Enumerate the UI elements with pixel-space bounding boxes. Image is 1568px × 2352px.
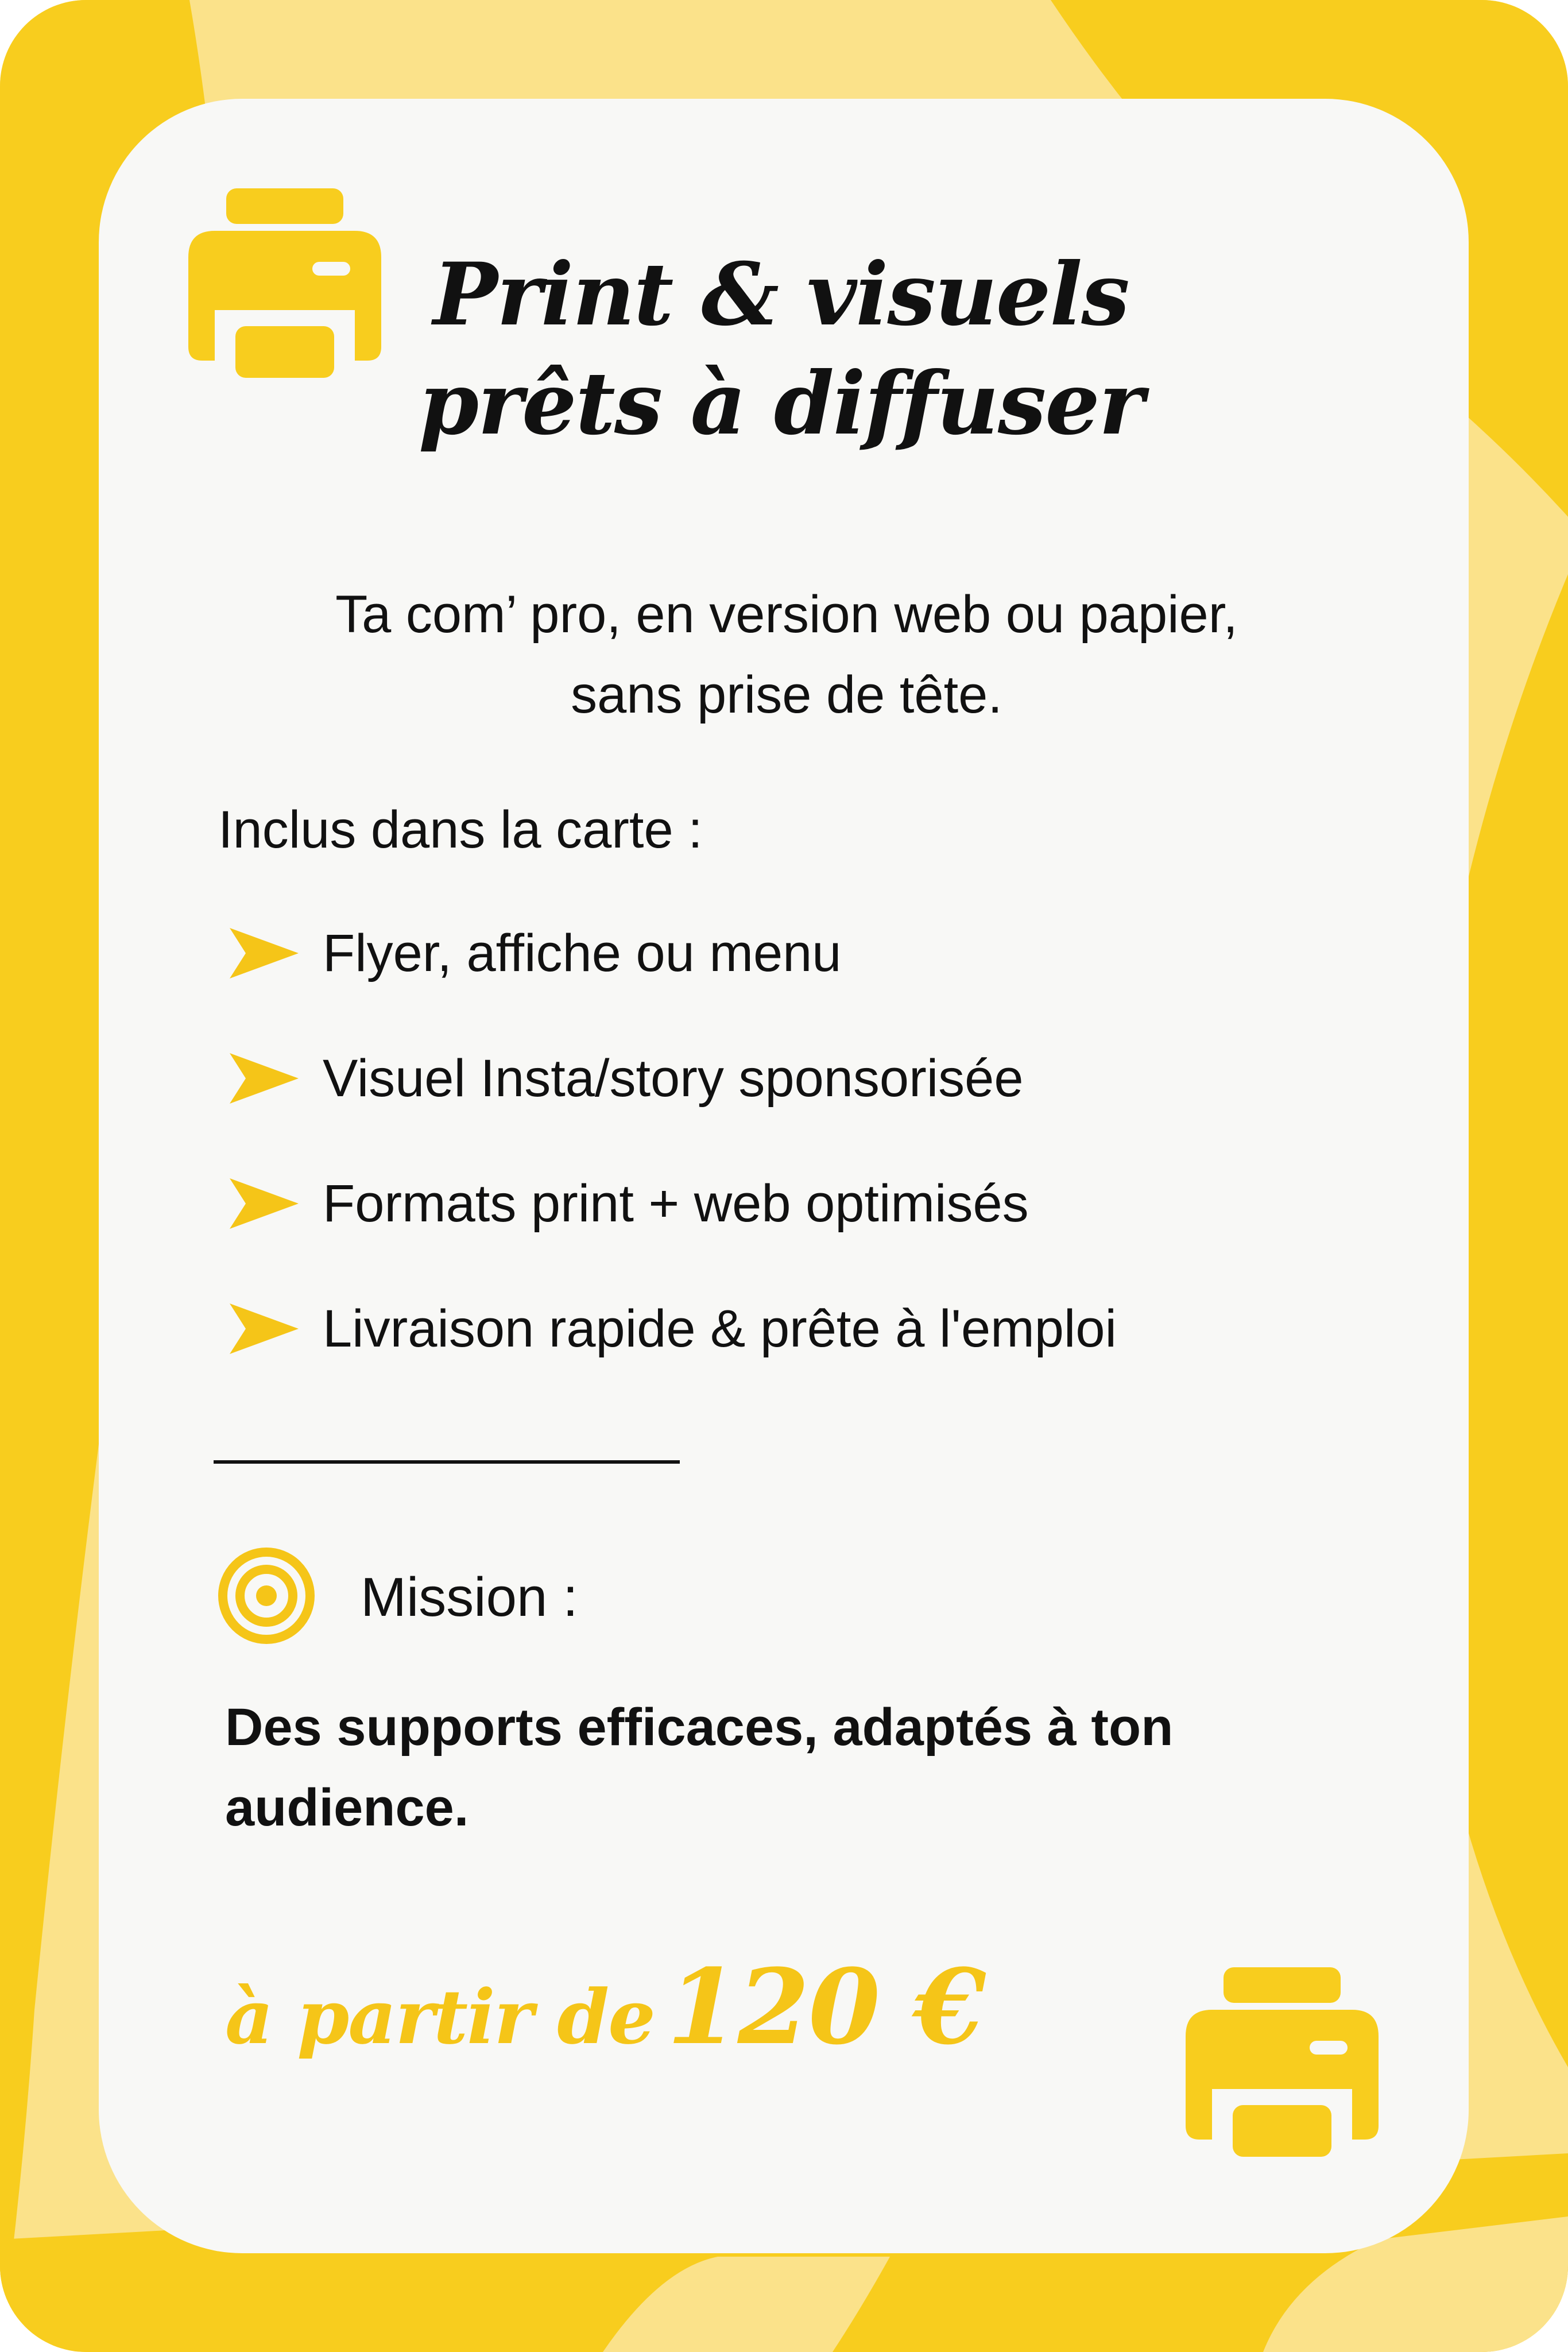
- printer-icon: [188, 188, 381, 378]
- title-line-2: prêts à diffuser: [419, 353, 1143, 454]
- mission-text: Des supports efficaces, adaptés à ton audience.: [225, 1698, 1174, 1837]
- arrow-right-icon: [230, 1175, 299, 1232]
- price-prefix: à partir de: [225, 1973, 655, 2061]
- arrow-right-icon: [230, 1050, 299, 1107]
- price-amount: 120 €: [667, 1947, 985, 2068]
- title-line-1: Print & visuels: [433, 244, 1129, 345]
- page-title: [402, 240, 1160, 458]
- included-label: Inclus dans la carte :: [218, 800, 703, 859]
- list-item: [230, 1289, 1117, 1369]
- feature-list: [230, 913, 1117, 1414]
- divider: [214, 1460, 680, 1464]
- intro-text: [189, 574, 1384, 735]
- intro-line-2: sans prise de tête.: [571, 666, 1002, 724]
- printer-icon: [1186, 1967, 1379, 2157]
- target-icon: [218, 1548, 315, 1644]
- list-item: [230, 913, 1117, 993]
- feature-label: Livraison rapide & prête à l'emploi: [323, 1299, 1117, 1358]
- arrow-right-icon: [230, 924, 299, 982]
- feature-label: Flyer, affiche ou menu: [323, 923, 842, 982]
- list-item: [230, 1038, 1117, 1119]
- intro-line-1: Ta com’ pro, en version web ou papier,: [335, 585, 1238, 644]
- mission-label: Mission :: [361, 1566, 578, 1628]
- feature-label: Formats print + web optimisés: [323, 1174, 1029, 1233]
- arrow-right-icon: [230, 1300, 299, 1357]
- feature-label: Visuel Insta/story sponsorisée: [323, 1049, 1024, 1108]
- list-item: [230, 1163, 1117, 1244]
- price: [225, 1947, 985, 2068]
